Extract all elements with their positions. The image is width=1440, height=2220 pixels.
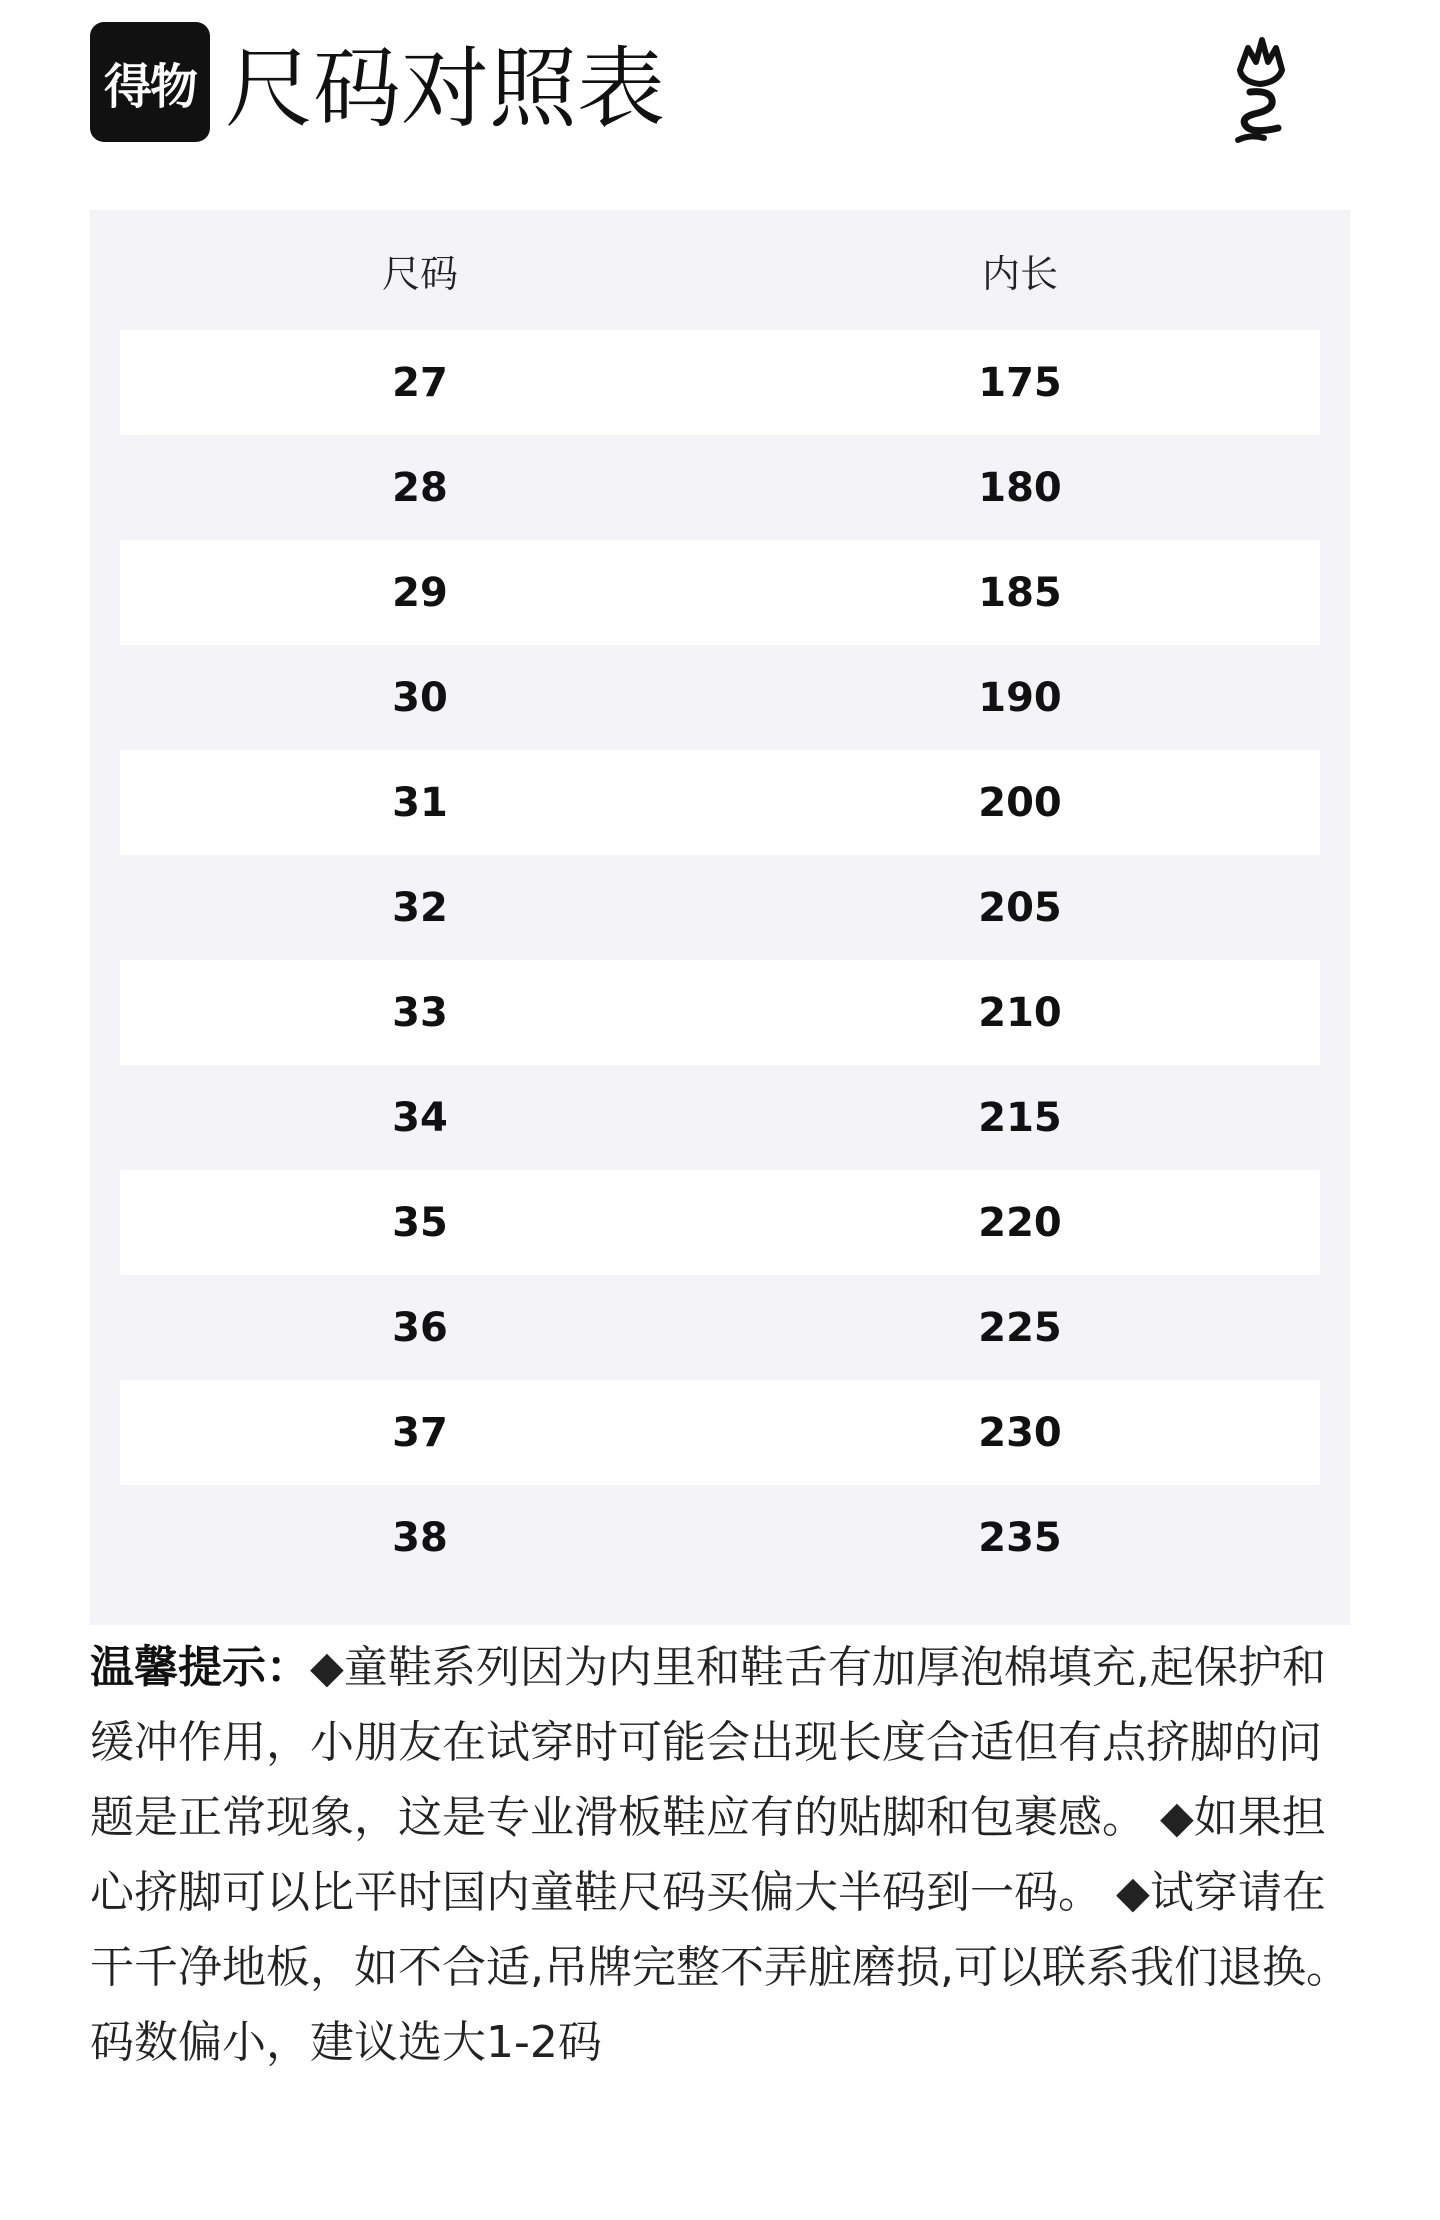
header [90,22,1350,152]
length-cell: 210 [978,989,1062,1036]
brand-emblem-icon [1220,30,1300,150]
column-header-length: 内长 [981,251,1058,296]
size-cell: 36 [392,1304,448,1351]
length-cell: 180 [978,464,1062,511]
table-row [120,1485,1320,1590]
size-cell: 35 [392,1199,448,1246]
size-cell: 34 [392,1094,448,1141]
length-cell: 185 [978,569,1062,616]
table-row [120,1275,1320,1380]
size-cell: 27 [392,359,448,406]
table-row [120,540,1320,645]
length-cell: 175 [978,359,1062,406]
column-header-size: 尺码 [381,251,458,296]
table-row [120,645,1320,750]
tips-text: ◆童鞋系列因为内里和鞋舌有加厚泡棉填充,起保护和缓冲作用，小朋友在试穿时可能会出现长度合适但有点挤脚的问题是正常现象，这是专业滑板鞋应有的贴脚和包裹感。 ◆如果担心挤脚可以比平时国内童鞋尺码买偏大半码到一码。 ◆试穿请在干千净地板，如不合适,吊牌完整不弄脏磨损,可以联系我们退换。 码数偏小，建议选大1-2码 [90,1642,1350,2068]
size-cell: 33 [392,989,448,1036]
tips-label: 温馨提示： [90,1642,310,1693]
size-cell: 29 [392,569,448,616]
length-cell: 205 [978,884,1062,931]
table-row [120,855,1320,960]
length-cell: 225 [978,1304,1062,1351]
table-row [120,1380,1320,1485]
length-cell: 200 [978,779,1062,826]
table-header [120,210,1320,330]
brand-logo-text: 得物 [103,58,196,115]
size-table [90,210,1350,1625]
table-row [120,1065,1320,1170]
size-cell: 32 [392,884,448,931]
length-cell: 220 [978,1199,1062,1246]
size-cell: 28 [392,464,448,511]
tips-section [90,1630,1350,2080]
length-cell: 235 [978,1514,1062,1561]
length-cell: 190 [978,674,1062,721]
brand-logo [90,22,210,142]
table-row [120,750,1320,855]
length-cell: 215 [978,1094,1062,1141]
size-cell: 30 [392,674,448,721]
table-body [120,330,1320,1590]
size-cell: 37 [392,1409,448,1456]
size-cell: 31 [392,779,448,826]
table-row [120,330,1320,435]
length-cell: 230 [978,1409,1062,1456]
page-title: 尺码对照表 [225,37,666,140]
table-row [120,1170,1320,1275]
table-row [120,435,1320,540]
size-cell: 38 [392,1514,448,1561]
table-row [120,960,1320,1065]
